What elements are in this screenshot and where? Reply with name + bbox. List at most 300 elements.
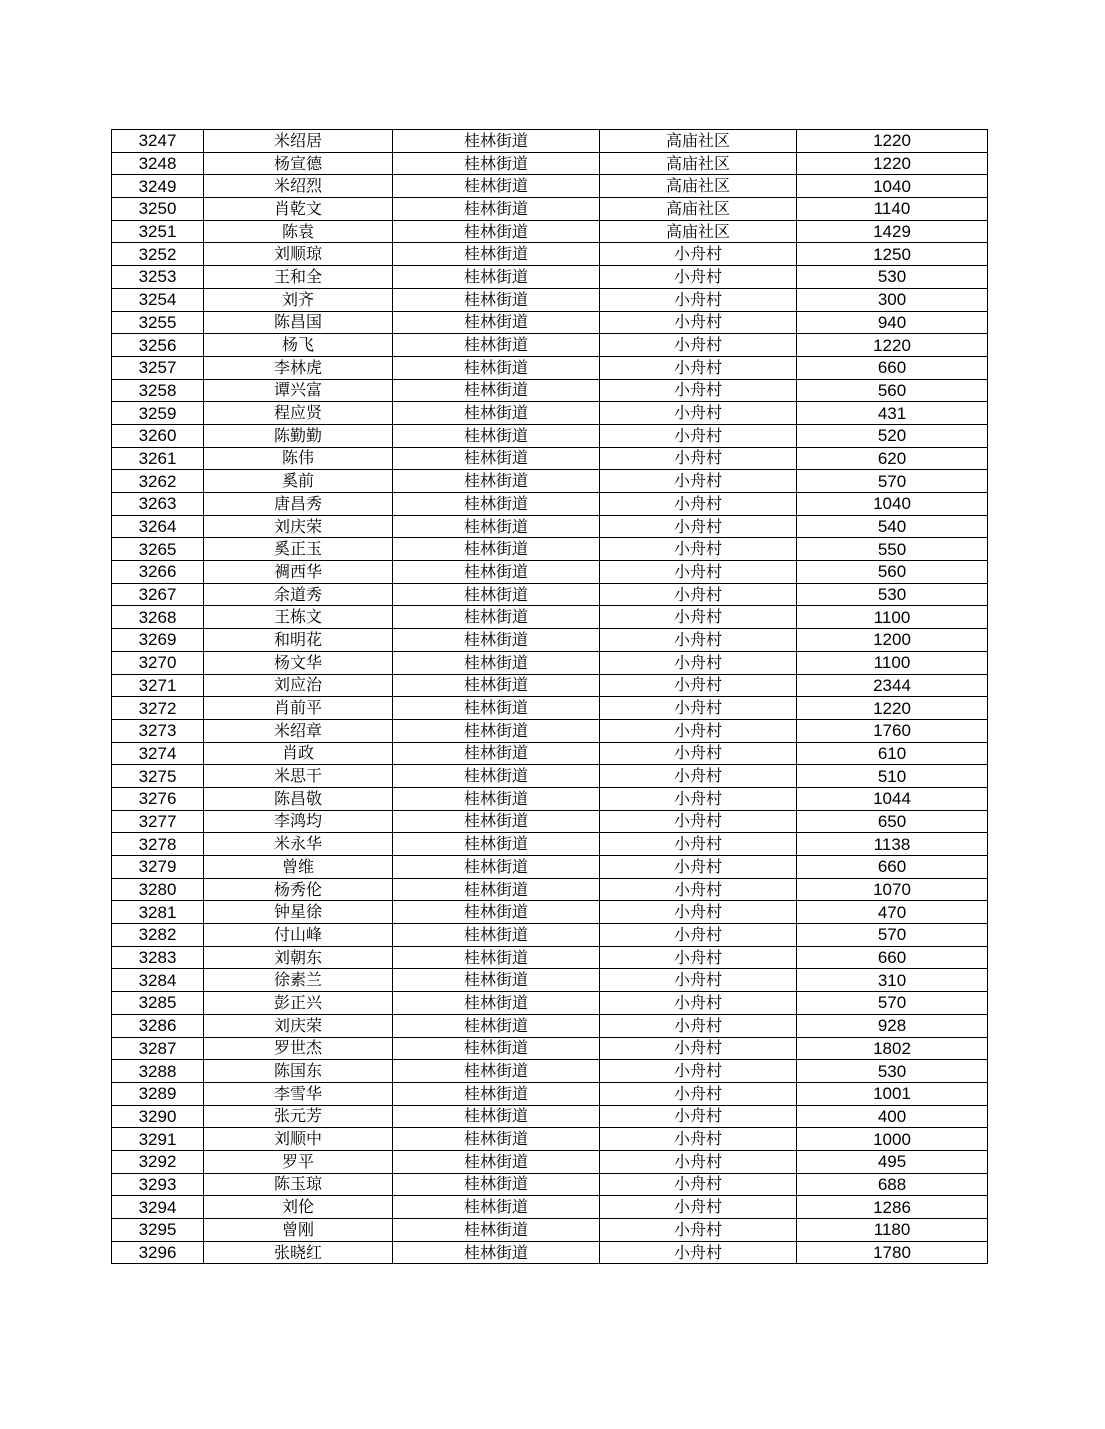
table-row xyxy=(112,424,988,447)
name-cell: 杨文华 xyxy=(204,651,393,674)
table-row xyxy=(112,606,988,629)
street-cell: 桂林街道 xyxy=(393,1105,600,1128)
amount-cell: 1040 xyxy=(797,175,988,198)
amount-cell: 1040 xyxy=(797,493,988,516)
street-cell: 桂林街道 xyxy=(393,765,600,788)
id-cell: 3291 xyxy=(112,1128,204,1151)
community-cell: 小舟村 xyxy=(600,288,797,311)
id-cell: 3294 xyxy=(112,1196,204,1219)
street-cell: 桂林街道 xyxy=(393,220,600,243)
table-row xyxy=(112,1196,988,1219)
amount-cell: 530 xyxy=(797,583,988,606)
amount-cell: 570 xyxy=(797,470,988,493)
id-cell: 3289 xyxy=(112,1082,204,1105)
data-table xyxy=(111,129,988,1264)
amount-cell: 1286 xyxy=(797,1196,988,1219)
community-cell: 小舟村 xyxy=(600,402,797,425)
street-cell: 桂林街道 xyxy=(393,629,600,652)
id-cell: 3280 xyxy=(112,878,204,901)
street-cell: 桂林街道 xyxy=(393,334,600,357)
id-cell: 3252 xyxy=(112,243,204,266)
street-cell: 桂林街道 xyxy=(393,130,600,153)
amount-cell: 510 xyxy=(797,765,988,788)
community-cell: 小舟村 xyxy=(600,697,797,720)
name-cell: 杨秀伦 xyxy=(204,878,393,901)
id-cell: 3271 xyxy=(112,674,204,697)
id-cell: 3266 xyxy=(112,561,204,584)
community-cell: 小舟村 xyxy=(600,901,797,924)
table-row xyxy=(112,1219,988,1242)
table-row xyxy=(112,288,988,311)
table-row xyxy=(112,697,988,720)
id-cell: 3262 xyxy=(112,470,204,493)
table-row xyxy=(112,311,988,334)
amount-cell: 1760 xyxy=(797,719,988,742)
id-cell: 3251 xyxy=(112,220,204,243)
name-cell: 付山峰 xyxy=(204,924,393,947)
community-cell: 小舟村 xyxy=(600,470,797,493)
table-row xyxy=(112,787,988,810)
id-cell: 3295 xyxy=(112,1219,204,1242)
id-cell: 3267 xyxy=(112,583,204,606)
id-cell: 3276 xyxy=(112,787,204,810)
id-cell: 3278 xyxy=(112,833,204,856)
table-body xyxy=(112,130,988,1264)
street-cell: 桂林街道 xyxy=(393,1128,600,1151)
name-cell: 刘应治 xyxy=(204,674,393,697)
name-cell: 罗世杰 xyxy=(204,1037,393,1060)
table-row xyxy=(112,810,988,833)
table-row xyxy=(112,1150,988,1173)
name-cell: 杨宣德 xyxy=(204,152,393,175)
street-cell: 桂林街道 xyxy=(393,470,600,493)
table-row xyxy=(112,538,988,561)
street-cell: 桂林街道 xyxy=(393,946,600,969)
street-cell: 桂林街道 xyxy=(393,606,600,629)
table-row xyxy=(112,470,988,493)
id-cell: 3269 xyxy=(112,629,204,652)
amount-cell: 1220 xyxy=(797,130,988,153)
community-cell: 小舟村 xyxy=(600,561,797,584)
name-cell: 罗平 xyxy=(204,1150,393,1173)
amount-cell: 1220 xyxy=(797,697,988,720)
id-cell: 3282 xyxy=(112,924,204,947)
street-cell: 桂林街道 xyxy=(393,311,600,334)
community-cell: 小舟村 xyxy=(600,538,797,561)
table-row xyxy=(112,334,988,357)
community-cell: 小舟村 xyxy=(600,674,797,697)
name-cell: 余道秀 xyxy=(204,583,393,606)
street-cell: 桂林街道 xyxy=(393,175,600,198)
name-cell: 奚正玉 xyxy=(204,538,393,561)
id-cell: 3293 xyxy=(112,1173,204,1196)
id-cell: 3247 xyxy=(112,130,204,153)
street-cell: 桂林街道 xyxy=(393,992,600,1015)
id-cell: 3279 xyxy=(112,856,204,879)
id-cell: 3255 xyxy=(112,311,204,334)
community-cell: 小舟村 xyxy=(600,629,797,652)
amount-cell: 300 xyxy=(797,288,988,311)
community-cell: 小舟村 xyxy=(600,311,797,334)
community-cell: 高庙社区 xyxy=(600,220,797,243)
table-row xyxy=(112,583,988,606)
name-cell: 张元芳 xyxy=(204,1105,393,1128)
name-cell: 陈国东 xyxy=(204,1060,393,1083)
street-cell: 桂林街道 xyxy=(393,1060,600,1083)
community-cell: 高庙社区 xyxy=(600,130,797,153)
id-cell: 3249 xyxy=(112,175,204,198)
amount-cell: 1200 xyxy=(797,629,988,652)
street-cell: 桂林街道 xyxy=(393,1173,600,1196)
id-cell: 3277 xyxy=(112,810,204,833)
id-cell: 3290 xyxy=(112,1105,204,1128)
amount-cell: 660 xyxy=(797,356,988,379)
table-row xyxy=(112,765,988,788)
amount-cell: 530 xyxy=(797,266,988,289)
community-cell: 小舟村 xyxy=(600,969,797,992)
id-cell: 3263 xyxy=(112,493,204,516)
id-cell: 3254 xyxy=(112,288,204,311)
name-cell: 陈昌敬 xyxy=(204,787,393,810)
amount-cell: 570 xyxy=(797,992,988,1015)
street-cell: 桂林街道 xyxy=(393,674,600,697)
name-cell: 陈袁 xyxy=(204,220,393,243)
street-cell: 桂林街道 xyxy=(393,901,600,924)
street-cell: 桂林街道 xyxy=(393,379,600,402)
id-cell: 3296 xyxy=(112,1241,204,1264)
name-cell: 米永华 xyxy=(204,833,393,856)
table-row xyxy=(112,833,988,856)
table-row xyxy=(112,356,988,379)
id-cell: 3292 xyxy=(112,1150,204,1173)
amount-cell: 1001 xyxy=(797,1082,988,1105)
amount-cell: 1429 xyxy=(797,220,988,243)
id-cell: 3259 xyxy=(112,402,204,425)
street-cell: 桂林街道 xyxy=(393,742,600,765)
community-cell: 高庙社区 xyxy=(600,152,797,175)
community-cell: 小舟村 xyxy=(600,1219,797,1242)
table-row xyxy=(112,856,988,879)
name-cell: 刘顺中 xyxy=(204,1128,393,1151)
table-row xyxy=(112,1082,988,1105)
name-cell: 刘庆荣 xyxy=(204,1014,393,1037)
community-cell: 小舟村 xyxy=(600,493,797,516)
amount-cell: 610 xyxy=(797,742,988,765)
amount-cell: 400 xyxy=(797,1105,988,1128)
street-cell: 桂林街道 xyxy=(393,833,600,856)
name-cell: 李雪华 xyxy=(204,1082,393,1105)
id-cell: 3272 xyxy=(112,697,204,720)
name-cell: 刘朝东 xyxy=(204,946,393,969)
name-cell: 王栋文 xyxy=(204,606,393,629)
amount-cell: 520 xyxy=(797,424,988,447)
street-cell: 桂林街道 xyxy=(393,152,600,175)
street-cell: 桂林街道 xyxy=(393,719,600,742)
table-row xyxy=(112,901,988,924)
table-row xyxy=(112,629,988,652)
street-cell: 桂林街道 xyxy=(393,402,600,425)
community-cell: 小舟村 xyxy=(600,266,797,289)
amount-cell: 1138 xyxy=(797,833,988,856)
amount-cell: 1140 xyxy=(797,198,988,221)
street-cell: 桂林街道 xyxy=(393,787,600,810)
name-cell: 米思干 xyxy=(204,765,393,788)
name-cell: 唐昌秀 xyxy=(204,493,393,516)
amount-cell: 688 xyxy=(797,1173,988,1196)
table-row xyxy=(112,992,988,1015)
id-cell: 3287 xyxy=(112,1037,204,1060)
community-cell: 高庙社区 xyxy=(600,198,797,221)
name-cell: 曾刚 xyxy=(204,1219,393,1242)
name-cell: 刘庆荣 xyxy=(204,515,393,538)
community-cell: 小舟村 xyxy=(600,1037,797,1060)
street-cell: 桂林街道 xyxy=(393,697,600,720)
amount-cell: 1802 xyxy=(797,1037,988,1060)
amount-cell: 1220 xyxy=(797,152,988,175)
name-cell: 谭兴富 xyxy=(204,379,393,402)
community-cell: 小舟村 xyxy=(600,447,797,470)
name-cell: 米绍烈 xyxy=(204,175,393,198)
table-row xyxy=(112,1241,988,1264)
table-row xyxy=(112,1014,988,1037)
street-cell: 桂林街道 xyxy=(393,424,600,447)
community-cell: 小舟村 xyxy=(600,606,797,629)
amount-cell: 1100 xyxy=(797,651,988,674)
community-cell: 小舟村 xyxy=(600,719,797,742)
name-cell: 徐素兰 xyxy=(204,969,393,992)
street-cell: 桂林街道 xyxy=(393,1037,600,1060)
street-cell: 桂林街道 xyxy=(393,561,600,584)
street-cell: 桂林街道 xyxy=(393,356,600,379)
community-cell: 小舟村 xyxy=(600,1196,797,1219)
table-row xyxy=(112,561,988,584)
table-row xyxy=(112,175,988,198)
table-row xyxy=(112,946,988,969)
table-row xyxy=(112,402,988,425)
street-cell: 桂林街道 xyxy=(393,515,600,538)
id-cell: 3268 xyxy=(112,606,204,629)
name-cell: 奚前 xyxy=(204,470,393,493)
street-cell: 桂林街道 xyxy=(393,1014,600,1037)
id-cell: 3264 xyxy=(112,515,204,538)
amount-cell: 660 xyxy=(797,856,988,879)
street-cell: 桂林街道 xyxy=(393,924,600,947)
amount-cell: 660 xyxy=(797,946,988,969)
street-cell: 桂林街道 xyxy=(393,243,600,266)
community-cell: 高庙社区 xyxy=(600,175,797,198)
name-cell: 刘顺琼 xyxy=(204,243,393,266)
community-cell: 小舟村 xyxy=(600,424,797,447)
table-row xyxy=(112,742,988,765)
street-cell: 桂林街道 xyxy=(393,856,600,879)
id-cell: 3288 xyxy=(112,1060,204,1083)
amount-cell: 310 xyxy=(797,969,988,992)
community-cell: 小舟村 xyxy=(600,583,797,606)
name-cell: 肖前平 xyxy=(204,697,393,720)
amount-cell: 650 xyxy=(797,810,988,833)
community-cell: 小舟村 xyxy=(600,856,797,879)
amount-cell: 1044 xyxy=(797,787,988,810)
community-cell: 小舟村 xyxy=(600,1105,797,1128)
id-cell: 3281 xyxy=(112,901,204,924)
table-row xyxy=(112,1128,988,1151)
id-cell: 3250 xyxy=(112,198,204,221)
community-cell: 小舟村 xyxy=(600,379,797,402)
table-row xyxy=(112,220,988,243)
id-cell: 3286 xyxy=(112,1014,204,1037)
name-cell: 肖乾文 xyxy=(204,198,393,221)
table-row xyxy=(112,1105,988,1128)
community-cell: 小舟村 xyxy=(600,833,797,856)
amount-cell: 1100 xyxy=(797,606,988,629)
amount-cell: 495 xyxy=(797,1150,988,1173)
id-cell: 3283 xyxy=(112,946,204,969)
name-cell: 张晓红 xyxy=(204,1241,393,1264)
community-cell: 小舟村 xyxy=(600,924,797,947)
name-cell: 李林虎 xyxy=(204,356,393,379)
community-cell: 小舟村 xyxy=(600,765,797,788)
id-cell: 3285 xyxy=(112,992,204,1015)
name-cell: 米绍居 xyxy=(204,130,393,153)
community-cell: 小舟村 xyxy=(600,1014,797,1037)
amount-cell: 1000 xyxy=(797,1128,988,1151)
name-cell: 陈玉琼 xyxy=(204,1173,393,1196)
community-cell: 小舟村 xyxy=(600,1060,797,1083)
table-row xyxy=(112,379,988,402)
id-cell: 3273 xyxy=(112,719,204,742)
id-cell: 3248 xyxy=(112,152,204,175)
amount-cell: 940 xyxy=(797,311,988,334)
amount-cell: 570 xyxy=(797,924,988,947)
amount-cell: 560 xyxy=(797,561,988,584)
street-cell: 桂林街道 xyxy=(393,266,600,289)
table-row xyxy=(112,878,988,901)
street-cell: 桂林街道 xyxy=(393,1082,600,1105)
name-cell: 王和全 xyxy=(204,266,393,289)
amount-cell: 928 xyxy=(797,1014,988,1037)
table-row xyxy=(112,152,988,175)
id-cell: 3275 xyxy=(112,765,204,788)
street-cell: 桂林街道 xyxy=(393,538,600,561)
community-cell: 小舟村 xyxy=(600,1150,797,1173)
name-cell: 陈昌国 xyxy=(204,311,393,334)
id-cell: 3258 xyxy=(112,379,204,402)
street-cell: 桂林街道 xyxy=(393,1219,600,1242)
amount-cell: 1220 xyxy=(797,334,988,357)
name-cell: 米绍章 xyxy=(204,719,393,742)
amount-cell: 1180 xyxy=(797,1219,988,1242)
id-cell: 3257 xyxy=(112,356,204,379)
community-cell: 小舟村 xyxy=(600,787,797,810)
community-cell: 小舟村 xyxy=(600,946,797,969)
name-cell: 刘伦 xyxy=(204,1196,393,1219)
community-cell: 小舟村 xyxy=(600,356,797,379)
table-row xyxy=(112,447,988,470)
name-cell: 裯西华 xyxy=(204,561,393,584)
table-row xyxy=(112,515,988,538)
amount-cell: 431 xyxy=(797,402,988,425)
id-cell: 3265 xyxy=(112,538,204,561)
community-cell: 小舟村 xyxy=(600,243,797,266)
community-cell: 小舟村 xyxy=(600,334,797,357)
name-cell: 程应贤 xyxy=(204,402,393,425)
street-cell: 桂林街道 xyxy=(393,288,600,311)
name-cell: 陈勤勤 xyxy=(204,424,393,447)
id-cell: 3260 xyxy=(112,424,204,447)
table-row xyxy=(112,1060,988,1083)
community-cell: 小舟村 xyxy=(600,992,797,1015)
community-cell: 小舟村 xyxy=(600,1128,797,1151)
amount-cell: 1780 xyxy=(797,1241,988,1264)
community-cell: 小舟村 xyxy=(600,878,797,901)
amount-cell: 620 xyxy=(797,447,988,470)
community-cell: 小舟村 xyxy=(600,1241,797,1264)
amount-cell: 550 xyxy=(797,538,988,561)
id-cell: 3284 xyxy=(112,969,204,992)
street-cell: 桂林街道 xyxy=(393,878,600,901)
street-cell: 桂林街道 xyxy=(393,493,600,516)
table-row xyxy=(112,493,988,516)
name-cell: 曾维 xyxy=(204,856,393,879)
community-cell: 小舟村 xyxy=(600,742,797,765)
name-cell: 钟星徐 xyxy=(204,901,393,924)
table-row xyxy=(112,198,988,221)
id-cell: 3274 xyxy=(112,742,204,765)
name-cell: 和明花 xyxy=(204,629,393,652)
street-cell: 桂林街道 xyxy=(393,198,600,221)
community-cell: 小舟村 xyxy=(600,515,797,538)
id-cell: 3253 xyxy=(112,266,204,289)
amount-cell: 560 xyxy=(797,379,988,402)
street-cell: 桂林街道 xyxy=(393,1196,600,1219)
amount-cell: 1070 xyxy=(797,878,988,901)
table-row xyxy=(112,1037,988,1060)
community-cell: 小舟村 xyxy=(600,1082,797,1105)
amount-cell: 540 xyxy=(797,515,988,538)
table-row xyxy=(112,1173,988,1196)
table-row xyxy=(112,924,988,947)
name-cell: 肖政 xyxy=(204,742,393,765)
street-cell: 桂林街道 xyxy=(393,651,600,674)
table-row xyxy=(112,266,988,289)
street-cell: 桂林街道 xyxy=(393,810,600,833)
amount-cell: 2344 xyxy=(797,674,988,697)
amount-cell: 470 xyxy=(797,901,988,924)
street-cell: 桂林街道 xyxy=(393,583,600,606)
street-cell: 桂林街道 xyxy=(393,1241,600,1264)
street-cell: 桂林街道 xyxy=(393,969,600,992)
id-cell: 3270 xyxy=(112,651,204,674)
name-cell: 彭正兴 xyxy=(204,992,393,1015)
id-cell: 3256 xyxy=(112,334,204,357)
amount-cell: 1250 xyxy=(797,243,988,266)
table-row xyxy=(112,674,988,697)
name-cell: 杨飞 xyxy=(204,334,393,357)
name-cell: 刘齐 xyxy=(204,288,393,311)
name-cell: 李鸿均 xyxy=(204,810,393,833)
street-cell: 桂林街道 xyxy=(393,1150,600,1173)
street-cell: 桂林街道 xyxy=(393,447,600,470)
table-row xyxy=(112,719,988,742)
community-cell: 小舟村 xyxy=(600,1173,797,1196)
amount-cell: 530 xyxy=(797,1060,988,1083)
table-row xyxy=(112,651,988,674)
table-row xyxy=(112,130,988,153)
community-cell: 小舟村 xyxy=(600,810,797,833)
table-row xyxy=(112,969,988,992)
table-row xyxy=(112,243,988,266)
id-cell: 3261 xyxy=(112,447,204,470)
